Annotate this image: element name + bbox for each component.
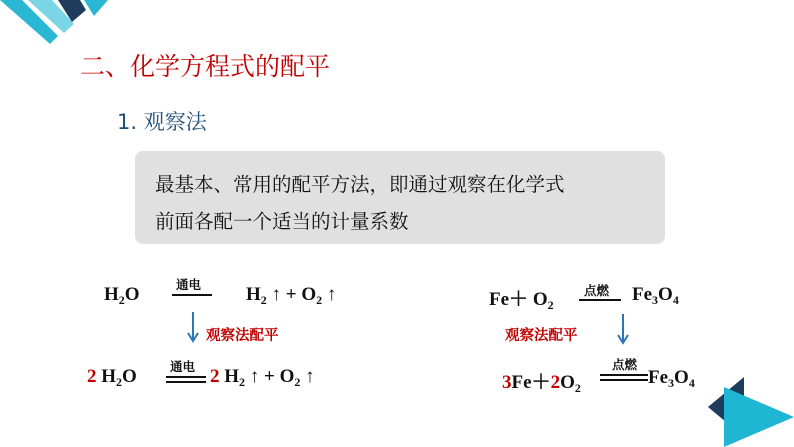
reaction-line-iron xyxy=(579,299,621,301)
method-label-left: 观察法配平 xyxy=(206,328,279,344)
reaction-line xyxy=(172,294,212,296)
down-arrow-icon xyxy=(617,314,629,346)
down-arrow-icon xyxy=(187,312,199,344)
equals-line-bottom xyxy=(166,381,206,383)
corner-triangle-decoration xyxy=(704,377,794,447)
water-balanced-products: 2 $H_2$ ↑ + $O_2$ ↑ xyxy=(210,366,315,389)
iron-unbalanced-product: $Fe_3O_4$ xyxy=(632,284,679,307)
page-title: 二、化学方程式的配平 xyxy=(80,52,331,81)
equals-line-top-iron xyxy=(600,374,648,376)
equals-line-top xyxy=(166,376,206,378)
electrolysis-condition: 通电 xyxy=(176,277,202,292)
equals-line-bottom-iron xyxy=(600,379,648,381)
water-unbalanced-reactant: $H_2O$ xyxy=(104,284,140,307)
method-label-right: 观察法配平 xyxy=(505,328,578,344)
ignition-condition: 点燃 xyxy=(584,283,610,298)
iron-balanced-product: $Fe_3O_4$ xyxy=(648,367,695,390)
method-subtitle: 1. 观察法 xyxy=(117,110,207,134)
iron-unbalanced-reactants: $Fe+ O_2$ xyxy=(489,289,554,312)
iron-balanced-reactants: $3Fe+2O_2$ xyxy=(502,372,581,395)
ignition-condition-balanced: 点燃 xyxy=(612,357,638,372)
electrolysis-condition-balanced: 通电 xyxy=(170,359,196,374)
description-line-2: 前面各配一个适当的计量系数 xyxy=(155,210,409,233)
water-balanced-reactant: 2 $H_2O$ xyxy=(87,366,137,389)
description-box xyxy=(135,151,665,244)
description-line-1: 最基本、常用的配平方法，即通过观察在化学式 xyxy=(155,173,565,196)
water-unbalanced-products: $H_2$ ↑ + $O_2$ ↑ xyxy=(246,284,337,307)
corner-stripes-decoration xyxy=(0,0,120,50)
